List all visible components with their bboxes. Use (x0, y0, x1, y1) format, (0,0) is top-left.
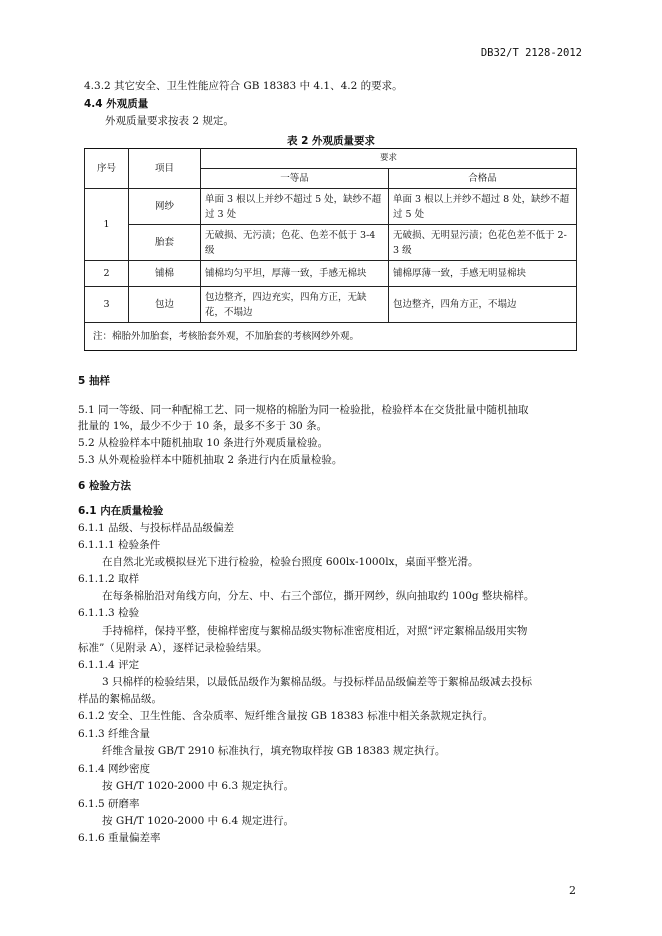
section-5-heading: 5 抽样 (78, 375, 110, 387)
clause-6-1-1-3-line2: 标准”（见附录 A），逐样记录检验结果。 (78, 642, 268, 654)
clause-6-1-1-3-line1: 手持棉样，保持平整，使棉样密度与絮棉品级实物标准密度相近，对照“评定絮棉品级用实物 (102, 625, 528, 637)
row-item: 包边 (129, 287, 201, 323)
clause-5-1-line2: 批量的 1%，最少不少于 10 条，最多不多于 30 条。 (78, 420, 328, 432)
clause-6-1-1-4-line1: 3 只棉样的检验结果，以最低品级作为絮棉品级。与投标样品品级偏差等于絮棉品级减去投标 (102, 676, 533, 688)
row-item: 胎套 (129, 225, 201, 261)
table-2-title: 表 2 外观质量要求 (286, 135, 376, 147)
clause-6-1-1-1: 6.1.1.1 检验条件 (78, 539, 161, 551)
clause-6-1-3: 6.1.3 纤维含量 (78, 728, 151, 740)
section-6-1-heading: 6.1 内在质量检验 (78, 505, 164, 517)
clause-6-1-2: 6.1.2 安全、卫生性能、含杂质率、短纤维含量按 GB 18383 标准中相关条款规定执行。 (78, 710, 494, 722)
clause-4-3-2: 4.3.2 其它安全、卫生性能应符合 GB 18383 中 4.1、4.2 的要求。 (84, 80, 403, 92)
col-header-no: 序号 (85, 149, 129, 189)
section-4-4-heading: 4.4 外观质量 (84, 98, 149, 110)
clause-5-3: 5.3 从外观检验样本中随机抽取 2 条进行内在质量检验。 (78, 454, 343, 466)
row-qualified: 无破损、无明显污渍；色花色差不低于 2-3 级 (389, 225, 577, 261)
clause-5-1-line1: 5.1 同一等级、同一种配棉工艺、同一规格的棉胎为同一检验批，检验样本在交货批量中随机抽取 (78, 404, 529, 416)
table-note: 注：棉胎外加胎套，考核胎套外观，不加胎套的考核网纱外观。 (85, 323, 577, 351)
clause-6-1-1-2: 6.1.1.2 取样 (78, 573, 140, 585)
table-note-row (85, 323, 577, 351)
table-row (85, 261, 577, 287)
clause-6-1-5-text: 按 GH/T 1020-2000 中 6.4 规定进行。 (102, 815, 294, 827)
row-first-grade: 包边整齐，四边充实，四角方正，无缺花，不塌边 (201, 287, 389, 323)
table-row (85, 189, 577, 225)
row-no: 3 (85, 287, 129, 323)
col-header-requirement: 要求 (201, 149, 577, 169)
clause-5-2: 5.2 从检验样本中随机抽取 10 条进行外观质量检验。 (78, 437, 329, 449)
row-no: 2 (85, 261, 129, 287)
clause-6-1-1: 6.1.1 品级、与投标样品品级偏差 (78, 522, 235, 534)
clause-6-1-6: 6.1.6 重量偏差率 (78, 832, 161, 844)
row-qualified: 铺棉厚薄一致，手感无明显棉块 (389, 261, 577, 287)
appearance-quality-table (84, 148, 577, 351)
section-6-heading: 6 检验方法 (78, 480, 131, 492)
row-qualified: 单面 3 根以上并纱不超过 8 处，缺纱不超过 5 处 (389, 189, 577, 225)
clause-6-1-4-text: 按 GH/T 1020-2000 中 6.3 规定执行。 (102, 780, 294, 792)
document-code-header: DB32/T 2128-2012 (480, 47, 582, 59)
row-no: 1 (85, 189, 129, 261)
page-number: 2 (569, 884, 576, 897)
clause-6-1-1-4-line2: 样品的絮棉品级。 (78, 693, 162, 705)
clause-6-1-1-4: 6.1.1.4 评定 (78, 659, 140, 671)
table-row (85, 225, 577, 261)
clause-6-1-4: 6.1.4 网纱密度 (78, 763, 151, 775)
row-item: 铺棉 (129, 261, 201, 287)
row-qualified: 包边整齐，四角方正，不塌边 (389, 287, 577, 323)
clause-4-4-text: 外观质量要求按表 2 规定。 (105, 115, 234, 127)
clause-6-1-1-1-text: 在自然北光或模拟昼光下进行检验，检验台照度 600lx-1000lx，桌面平整光滑。 (102, 556, 479, 568)
table-row (85, 287, 577, 323)
col-header-qualified: 合格品 (389, 169, 577, 189)
clause-6-1-1-2-text: 在每条棉胎沿对角线方向，分左、中、右三个部位，撕开网纱，纵向抽取约 100g 整块棉样。 (102, 590, 535, 602)
row-first-grade: 无破损、无污渍；色花、色差不低于 3-4 级 (201, 225, 389, 261)
clause-6-1-3-text: 纤维含量按 GB/T 2910 标准执行，填充物取样按 GB 18383 规定执行。 (102, 745, 446, 757)
clause-6-1-1-3: 6.1.1.3 检验 (78, 607, 140, 619)
row-first-grade: 单面 3 根以上并纱不超过 5 处，缺纱不超过 3 处 (201, 189, 389, 225)
col-header-first-grade: 一等品 (201, 169, 389, 189)
col-header-item: 项目 (129, 149, 201, 189)
clause-6-1-5: 6.1.5 研磨率 (78, 798, 140, 810)
row-item: 网纱 (129, 189, 201, 225)
row-first-grade: 铺棉均匀平坦，厚薄一致，手感无棉块 (201, 261, 389, 287)
